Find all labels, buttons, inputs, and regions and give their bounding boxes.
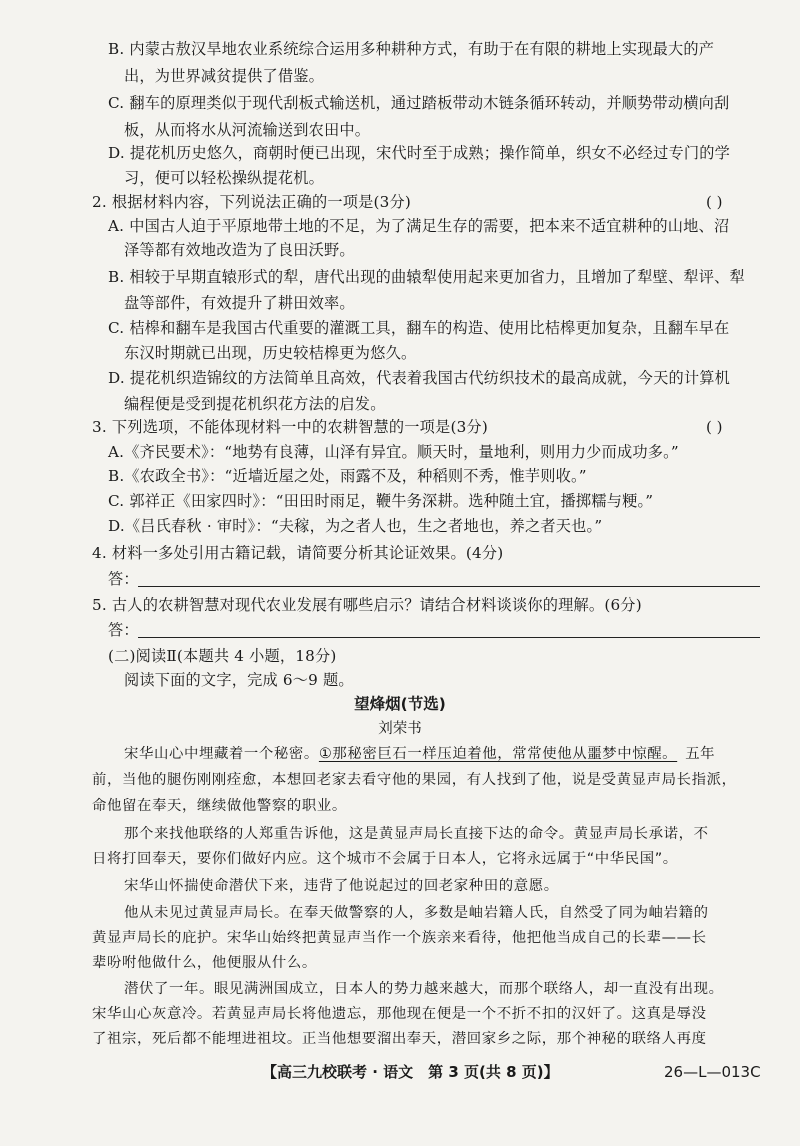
passage-p5-line3: 了祖宗，死后都不能埋进祖坟。正当他想要溜出奉天，潜回家乡之际，那个神秘的联络人再度 (92, 1031, 707, 1047)
q1-option-c-line1: C. 翻车的原理类似于现代刮板式输送机，通过踏板带动木链条循环转动，并顺势带动横向刮 (108, 94, 730, 112)
passage-p2-line1: 那个来找他联络的人郑重告诉他，这是黄显声局长直接下达的命令。黄显声局长承诺，不 (124, 826, 709, 842)
footer-page-info: 【高三九校联考 · 语文 第 3 页(共 8 页)】 (262, 1063, 559, 1081)
q1-option-b-line1: B. 内蒙古敖汉旱地农业系统综合运用多种耕种方式，有助于在有限的耕地上实现最大的产 (108, 40, 715, 58)
passage-p3-line1: 宋华山怀揣使命潜伏下来，违背了他说起过的回老家种田的意愿。 (124, 878, 559, 894)
q2-option-d-line1: D. 提花机织造锦纹的方法简单且高效，代表着我国古代纺织技术的最高成就，今天的计算机 (108, 369, 731, 387)
passage-p1-plain: 宋华山心中埋藏着一个秘密。 (124, 746, 319, 762)
passage-underlined-sentence-1: ①那秘密巨石一样压迫着他，常常使他从噩梦中惊醒。 (318, 746, 678, 762)
q5-stem: 5. 古人的农耕智慧对现代农业发展有哪些启示？请结合材料谈谈你的理解。(6分) (92, 596, 642, 614)
section2-instruction: 阅读下面的文字，完成 6～9 题。 (124, 671, 354, 689)
passage-p1-line2: 前，当他的腿伤刚刚痊愈，本想回老家去看守他的果园，有人找到了他，说是受黄显声局长指派， (92, 772, 737, 788)
q2-option-b-line2: 盘等部件，有效提升了耕田效率。 (124, 294, 355, 312)
q2-option-c-line1: C. 桔槔和翻车是我国古代重要的灌溉工具，翻车的构造、使用比桔槔更加复杂，且翻车早在 (108, 319, 730, 337)
passage-p4-line3: 辈吩咐他做什么，他便服从什么。 (92, 955, 317, 971)
passage-title: 望烽烟(节选) (354, 695, 446, 713)
q5-answer-line[interactable] (138, 637, 760, 638)
q3-stem: 3. 下列选项，不能体现材料一中的农耕智慧的一项是(3分) (92, 418, 488, 436)
q4-answer-label: 答： (108, 570, 139, 588)
q4-answer-line[interactable] (138, 586, 760, 587)
q3-option-b: B.《农政全书》：“近墙近屋之处，雨露不及，种稻则不秀，惟芋则收。” (108, 467, 587, 485)
q2-stem: 2. 根据材料内容，下列说法正确的一项是(3分) (92, 193, 412, 211)
passage-p5-line1: 潜伏了一年。眼见满洲国成立，日本人的势力越来越大，而那个联络人，却一直没有出现。 (124, 981, 724, 997)
q4-stem: 4. 材料一多处引用古籍记载，请简要分析其论证效果。(4分) (92, 544, 504, 562)
passage-p5-line2: 宋华山心灰意冷。若黄显声局长将他遗忘，那他现在便是一个不折不扣的汉奸了。这真是辱没 (92, 1006, 707, 1022)
passage-author: 刘荣书 (378, 721, 422, 737)
q1-option-d-line2: 习，便可以轻松操纵提花机。 (124, 169, 325, 187)
passage-p1-line3: 命他留在奉天，继续做他警察的职业。 (92, 798, 347, 814)
q5-answer-label: 答： (108, 621, 139, 639)
q3-option-d: D.《吕氏春秋 · 审时》：“夫稼，为之者人也，生之者地也，养之者天也。” (108, 517, 603, 535)
q1-option-d-line1: D. 提花机历史悠久，商朝时便已出现，宋代时至于成熟；操作简单，织女不必经过专门的学 (108, 144, 731, 162)
q2-option-d-line2: 编程便是受到提花机织花方法的启发。 (124, 395, 386, 413)
footer-exam-code: 26—L—013C (664, 1063, 761, 1081)
passage-p1-tail: 五年 (685, 746, 716, 762)
q2-option-c-line2: 东汉时期就已出现，历史较桔槔更为悠久。 (124, 344, 417, 362)
q3-option-a: A.《齐民要术》：“地势有良薄，山泽有异宜。顺天时，量地利，则用力少而成功多。” (108, 443, 679, 461)
passage-p1-line1 (124, 741, 715, 767)
q1-option-c-line2: 板，从而将水从河流输送到农田中。 (124, 121, 371, 139)
q2-option-a-line2: 泽等都有效地改造为了良田沃野。 (124, 241, 355, 259)
q3-answer-paren[interactable]: ( ) (706, 418, 723, 436)
q3-option-c: C. 郭祥正《田家四时》：“田田时雨足，鞭牛务深耕。选种随土宜，播掷糯与粳。” (108, 492, 654, 510)
section2-heading: (二)阅读Ⅱ(本题共 4 小题，18分) (108, 647, 337, 665)
passage-p4-line2: 黄显声局长的庇护。宋华山始终把黄显声当作一个族亲来看待，他把他当成自己的长辈——长 (92, 930, 707, 946)
passage-p2-line2: 日将打回奉天，要你们做好内应。这个城市不会属于日本人，它将永远属于“中华民国”。 (92, 851, 678, 867)
q1-option-b-line2: 出，为世界减贫提供了借鉴。 (124, 67, 325, 85)
q2-option-b-line1: B. 相较于早期直辕形式的犁，唐代出现的曲辕犁使用起来更加省力，且增加了犁壁、犁评、犁 (108, 268, 745, 286)
passage-p4-line1: 他从未见过黄显声局长。在奉天做警察的人，多数是岫岩籍人氏，自然受了同为岫岩籍的 (124, 905, 709, 921)
q2-option-a-line1: A. 中国古人迫于平原地带土地的不足，为了满足生存的需要，把本来不适宜耕种的山地、沼 (108, 217, 730, 235)
q2-answer-paren[interactable]: ( ) (706, 193, 723, 211)
